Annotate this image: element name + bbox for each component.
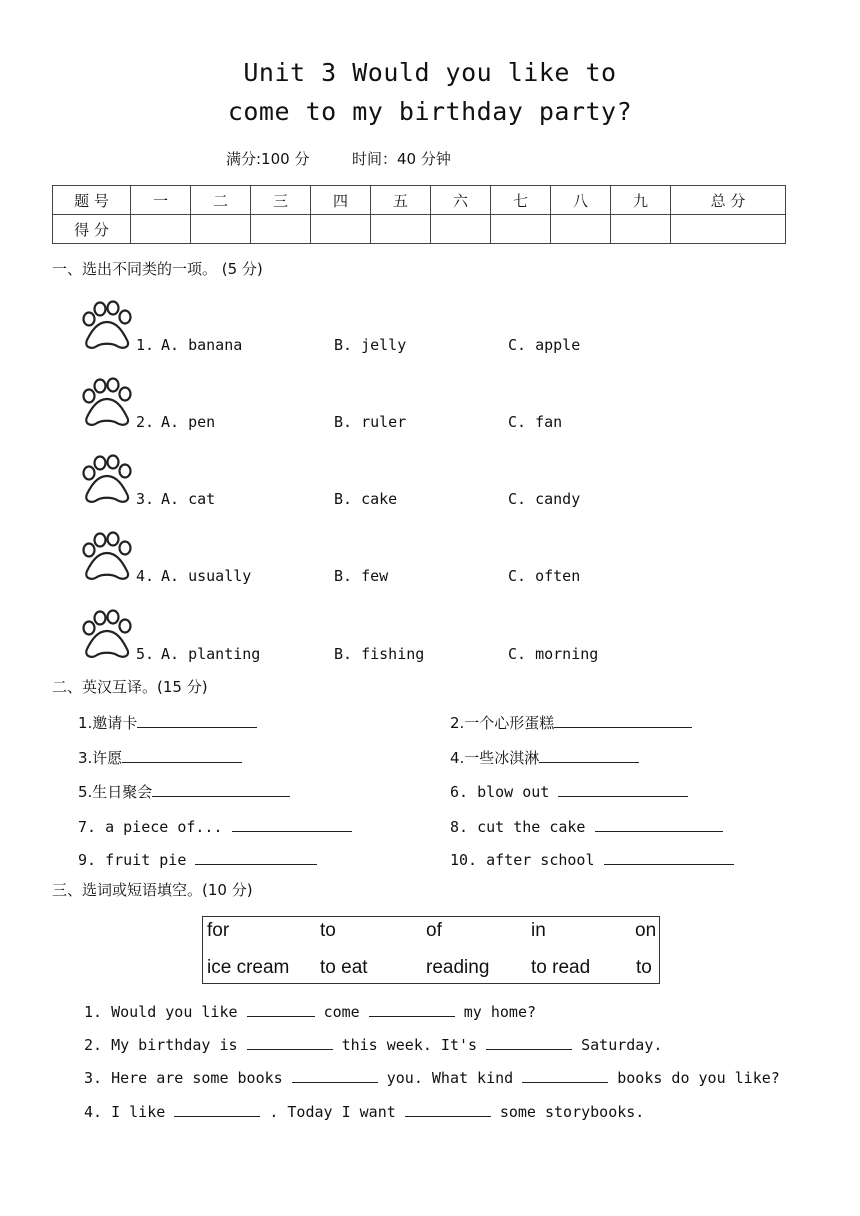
score-cell[interactable] bbox=[551, 215, 611, 244]
word-bank-word: on bbox=[635, 920, 657, 941]
answer-blank[interactable] bbox=[604, 848, 734, 865]
question-number: 4. bbox=[136, 567, 155, 585]
word-bank-word: to read bbox=[531, 957, 591, 978]
paw-print-icon bbox=[79, 300, 135, 352]
column-1: 一 bbox=[131, 186, 191, 215]
option-c[interactable]: C. fan bbox=[508, 413, 563, 431]
answer-blank[interactable] bbox=[195, 848, 317, 865]
answer-blank[interactable] bbox=[486, 1033, 572, 1050]
score-table-header-row bbox=[53, 186, 786, 215]
option-a[interactable]: A. banana bbox=[161, 336, 243, 354]
column-8: 八 bbox=[551, 186, 611, 215]
question-number: 5. bbox=[136, 645, 155, 663]
answer-blank[interactable] bbox=[595, 815, 723, 832]
score-cell[interactable] bbox=[311, 215, 371, 244]
column-4: 四 bbox=[311, 186, 371, 215]
answer-blank[interactable] bbox=[122, 746, 242, 763]
question-number: 3. bbox=[136, 490, 155, 508]
score-cell[interactable] bbox=[431, 215, 491, 244]
score-cell[interactable] bbox=[371, 215, 431, 244]
paw-print-icon bbox=[79, 531, 135, 583]
time-info: 时间：40 分钟 bbox=[352, 150, 451, 168]
answer-blank[interactable] bbox=[247, 1033, 333, 1050]
column-6: 六 bbox=[431, 186, 491, 215]
answer-blank[interactable] bbox=[369, 1000, 455, 1017]
page-title-line-2: come to my birthday party? bbox=[227, 97, 633, 126]
option-a[interactable]: A. cat bbox=[161, 490, 216, 508]
section-2-title: 二、英汉互译。(15 分) bbox=[52, 678, 208, 696]
answer-blank[interactable] bbox=[405, 1100, 491, 1117]
column-5: 五 bbox=[371, 186, 431, 215]
fill-sentence-1: 1. Would you like come my home? bbox=[84, 1000, 536, 1021]
option-c[interactable]: C. apple bbox=[508, 336, 581, 354]
word-bank-word: ice cream bbox=[207, 957, 290, 978]
word-bank-box bbox=[202, 916, 660, 984]
column-9: 九 bbox=[611, 186, 671, 215]
score-cell[interactable] bbox=[491, 215, 551, 244]
word-bank-word: of bbox=[426, 920, 442, 941]
score-cell[interactable] bbox=[251, 215, 311, 244]
option-c[interactable]: C. candy bbox=[508, 490, 581, 508]
answer-blank[interactable] bbox=[539, 746, 639, 763]
column-2: 二 bbox=[191, 186, 251, 215]
score-cell[interactable] bbox=[611, 215, 671, 244]
option-b[interactable]: B. ruler bbox=[334, 413, 407, 431]
translation-item-7: 7. a piece of... bbox=[78, 815, 352, 836]
fill-sentence-3: 3. Here are some books you. What kind books do you like? bbox=[84, 1066, 780, 1087]
paw-print-icon bbox=[79, 454, 135, 506]
column-total: 总 分 bbox=[671, 186, 786, 215]
score-cell[interactable] bbox=[671, 215, 786, 244]
translation-item-4: 4.一些冰淇淋 bbox=[450, 746, 639, 768]
translation-item-10: 10. after school bbox=[450, 848, 734, 869]
page-title-line-1: Unit 3 Would you like to bbox=[243, 58, 617, 87]
translation-item-2: 2.一个心形蛋糕 bbox=[450, 711, 692, 733]
option-b[interactable]: B. fishing bbox=[334, 645, 425, 663]
translation-item-3: 3.许愿 bbox=[78, 746, 242, 768]
translation-item-9: 9. fruit pie bbox=[78, 848, 317, 869]
answer-blank[interactable] bbox=[247, 1000, 315, 1017]
score-table-score-row bbox=[53, 215, 786, 244]
option-c[interactable]: C. often bbox=[508, 567, 581, 585]
translation-item-8: 8. cut the cake bbox=[450, 815, 723, 836]
word-bank-word: reading bbox=[426, 957, 490, 978]
section-1-title: 一、选出不同类的一项。 (5 分) bbox=[52, 260, 263, 278]
section-3-title: 三、选词或短语填空。(10 分) bbox=[52, 881, 253, 899]
column-3: 三 bbox=[251, 186, 311, 215]
fill-sentence-4: 4. I like . Today I want some storybooks. bbox=[84, 1100, 644, 1121]
option-b[interactable]: B. few bbox=[334, 567, 389, 585]
translation-item-5: 5.生日聚会 bbox=[78, 780, 290, 802]
answer-blank[interactable] bbox=[554, 711, 692, 728]
score-cell[interactable] bbox=[191, 215, 251, 244]
word-bank-word: in bbox=[531, 920, 546, 941]
fill-sentence-2: 2. My birthday is this week. It's Saturday. bbox=[84, 1033, 662, 1054]
translation-item-1: 1.邀请卡 bbox=[78, 711, 257, 733]
word-bank-word: to bbox=[320, 920, 336, 941]
option-a[interactable]: A. usually bbox=[161, 567, 252, 585]
translation-item-6: 6. blow out bbox=[450, 780, 688, 801]
answer-blank[interactable] bbox=[152, 780, 290, 797]
answer-blank[interactable] bbox=[174, 1100, 260, 1117]
question-number: 2. bbox=[136, 413, 155, 431]
score-cell[interactable] bbox=[131, 215, 191, 244]
row-label-score: 得 分 bbox=[53, 215, 131, 244]
paw-print-icon bbox=[79, 377, 135, 429]
word-bank-word: to bbox=[636, 957, 652, 978]
option-a[interactable]: A. planting bbox=[161, 645, 261, 663]
answer-blank[interactable] bbox=[137, 711, 257, 728]
option-c[interactable]: C. morning bbox=[508, 645, 599, 663]
answer-blank[interactable] bbox=[232, 815, 352, 832]
score-table bbox=[52, 185, 786, 244]
answer-blank[interactable] bbox=[292, 1066, 378, 1083]
question-number: 1. bbox=[136, 336, 155, 354]
answer-blank[interactable] bbox=[522, 1066, 608, 1083]
paw-print-icon bbox=[79, 609, 135, 661]
full-score-info: 满分:100 分 bbox=[226, 150, 310, 168]
row-label-question-number: 题 号 bbox=[53, 186, 131, 215]
word-bank-word: for bbox=[207, 920, 230, 941]
answer-blank[interactable] bbox=[558, 780, 688, 797]
option-b[interactable]: B. jelly bbox=[334, 336, 407, 354]
option-a[interactable]: A. pen bbox=[161, 413, 216, 431]
word-bank-word: to eat bbox=[320, 957, 368, 978]
column-7: 七 bbox=[491, 186, 551, 215]
option-b[interactable]: B. cake bbox=[334, 490, 398, 508]
